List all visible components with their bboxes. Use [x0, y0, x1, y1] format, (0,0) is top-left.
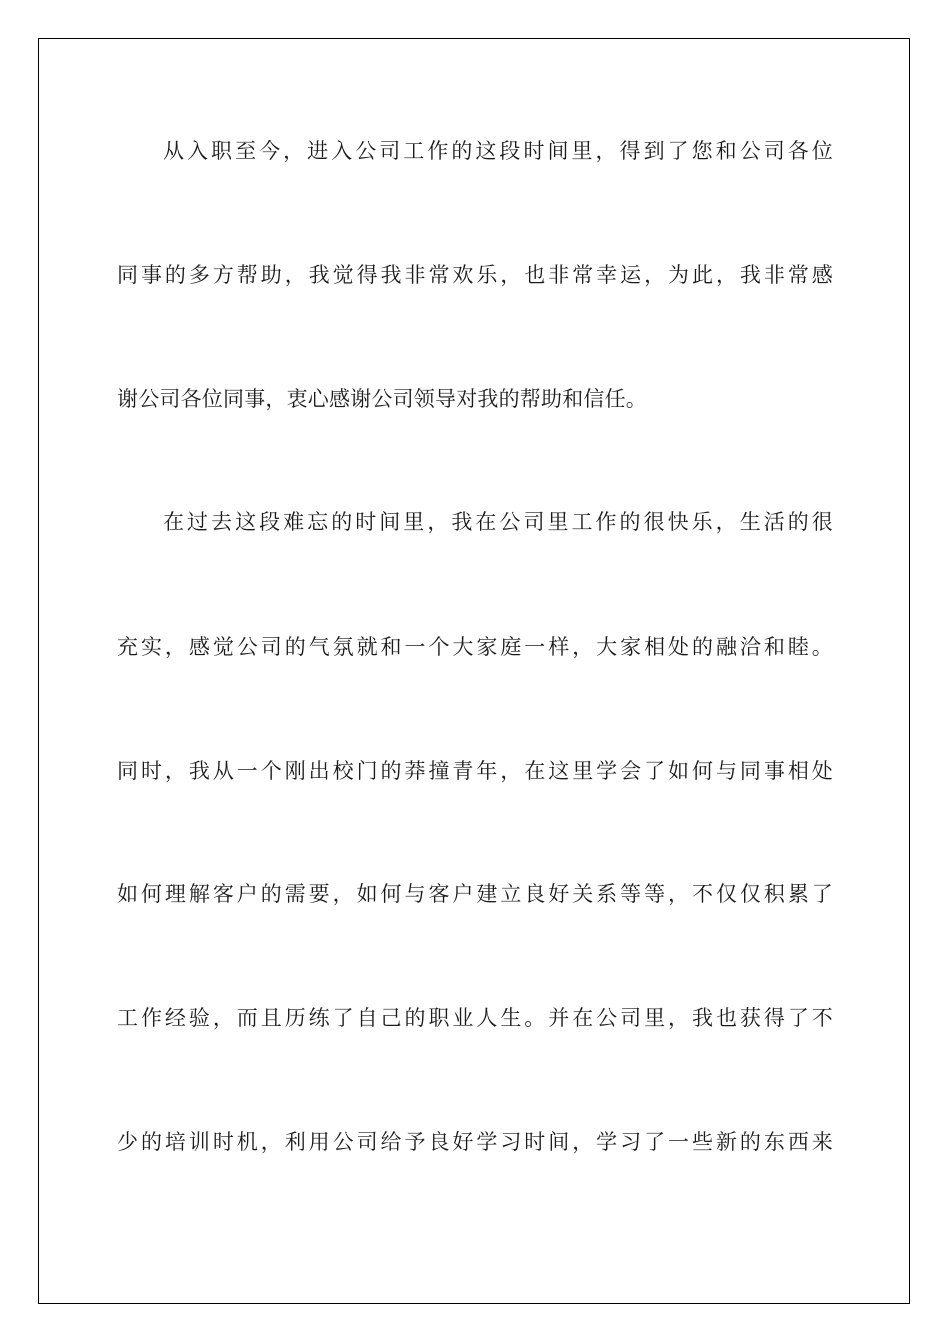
paragraph-2-line-4: 如何理解客户的需要，如何与客户建立良好关系等等，不仅仅积累了 [117, 882, 833, 906]
paragraph-2-line-3: 同时，我从一个刚出校门的莽撞青年，在这里学会了如何与同事相处 [117, 759, 833, 783]
page-border [38, 38, 910, 1304]
paragraph-2-line-2: 充实，感觉公司的气氛就和一个大家庭一样，大家相处的融洽和睦。 [117, 635, 833, 659]
paragraph-1-line-3: 谢公司各位同事，衷心感谢公司领导对我的帮助和信任。 [117, 387, 647, 411]
paragraph-2-line-6: 少的培训时机，利用公司给予良好学习时间，学习了一些新的东西来 [117, 1130, 833, 1154]
paragraph-1-line-2: 同事的多方帮助，我觉得我非常欢乐，也非常幸运，为此，我非常感 [117, 263, 833, 287]
paragraph-2-line-1: 在过去这段难忘的时间里，我在公司里工作的很快乐，生活的很 [163, 510, 833, 534]
paragraph-1-line-1: 从入职至今，进入公司工作的这段时间里，得到了您和公司各位 [163, 139, 833, 163]
paragraph-2-line-5: 工作经验，而且历练了自己的职业人生。并在公司里，我也获得了不 [117, 1006, 833, 1030]
